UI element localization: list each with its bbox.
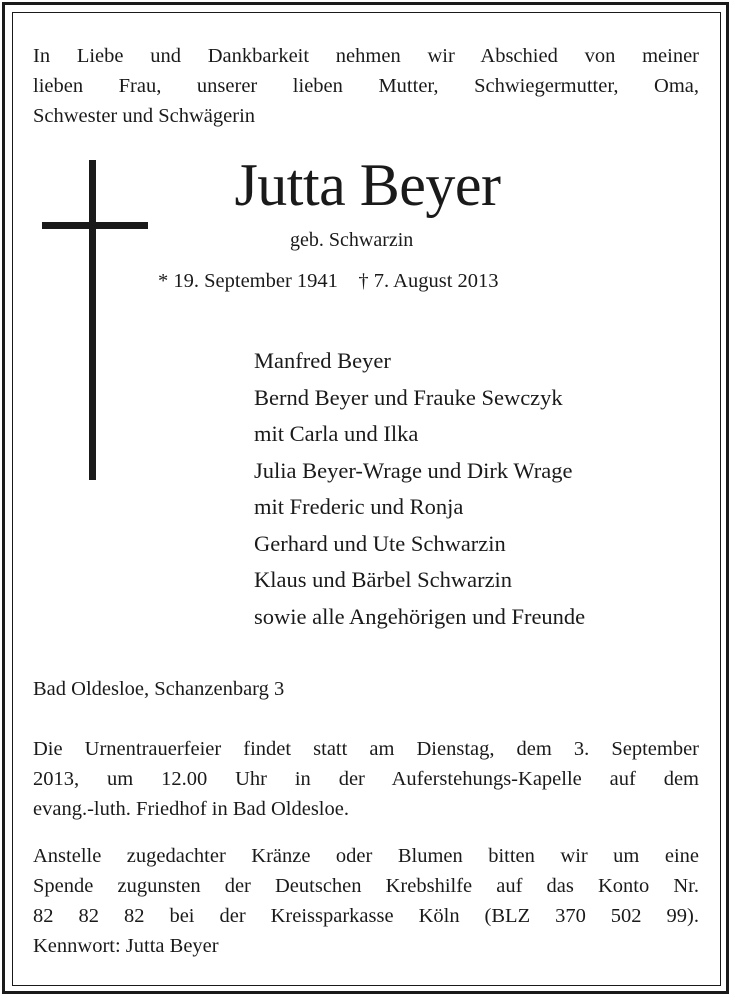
mourner-entry: Manfred Beyer (254, 348, 391, 373)
intro-text (33, 41, 699, 131)
maiden-name: geb. Schwarzin (290, 229, 414, 251)
service-announcement (33, 734, 699, 824)
cross-horizontal-bar (42, 222, 148, 229)
service-line: 2013, um 12.00 Uhr in der Auferstehungs-Kapelle auf dem (33, 768, 699, 790)
donation-line: 82 82 82 bei der Kreissparkasse Köln (BLZ 370 502 99). (33, 905, 699, 927)
mourner-entry: sowie alle Angehörigen und Freunde (254, 603, 586, 629)
mourner-entry: mit Carla und Ilka (254, 421, 419, 446)
intro-line: In Liebe und Dankbarkeit nehmen wir Abschied von meiner (33, 45, 699, 67)
deceased-name: Jutta Beyer (234, 152, 501, 218)
intro-line: Schwester und Schwägerin (33, 105, 256, 127)
intro-line: lieben Frau, unserer lieben Mutter, Schwiegermutter, Oma, (33, 75, 699, 97)
mourner-entry: Bernd Beyer und Frauke Sewczyk (254, 384, 563, 410)
donation-request (33, 841, 699, 961)
service-line: Die Urnentrauerfeier findet statt am Dienstag, dem 3. September (33, 738, 699, 760)
mourner-entry: Klaus und Bärbel Schwarzin (254, 567, 513, 592)
donation-line: Anstelle zugedachter Kränze oder Blumen bitten wir um eine (33, 845, 699, 867)
life-dates: * 19. September 1941 † 7. August 2013 (158, 270, 499, 292)
family-address: Bad Oldesloe, Schanzenbarg 3 (33, 678, 285, 700)
mourner-entry: Julia Beyer-Wrage und Dirk Wrage (254, 457, 573, 483)
mourners-list (254, 343, 585, 635)
service-line: evang.-luth. Friedhof in Bad Oldesloe. (33, 798, 349, 820)
donation-line: Spende zugunsten der Deutschen Krebshilfe auf das Konto Nr. (33, 875, 699, 897)
mourner-entry: Gerhard und Ute Schwarzin (254, 530, 506, 556)
mourner-entry: mit Frederic und Ronja (254, 494, 464, 519)
donation-line: Kennwort: Jutta Beyer (33, 935, 219, 957)
